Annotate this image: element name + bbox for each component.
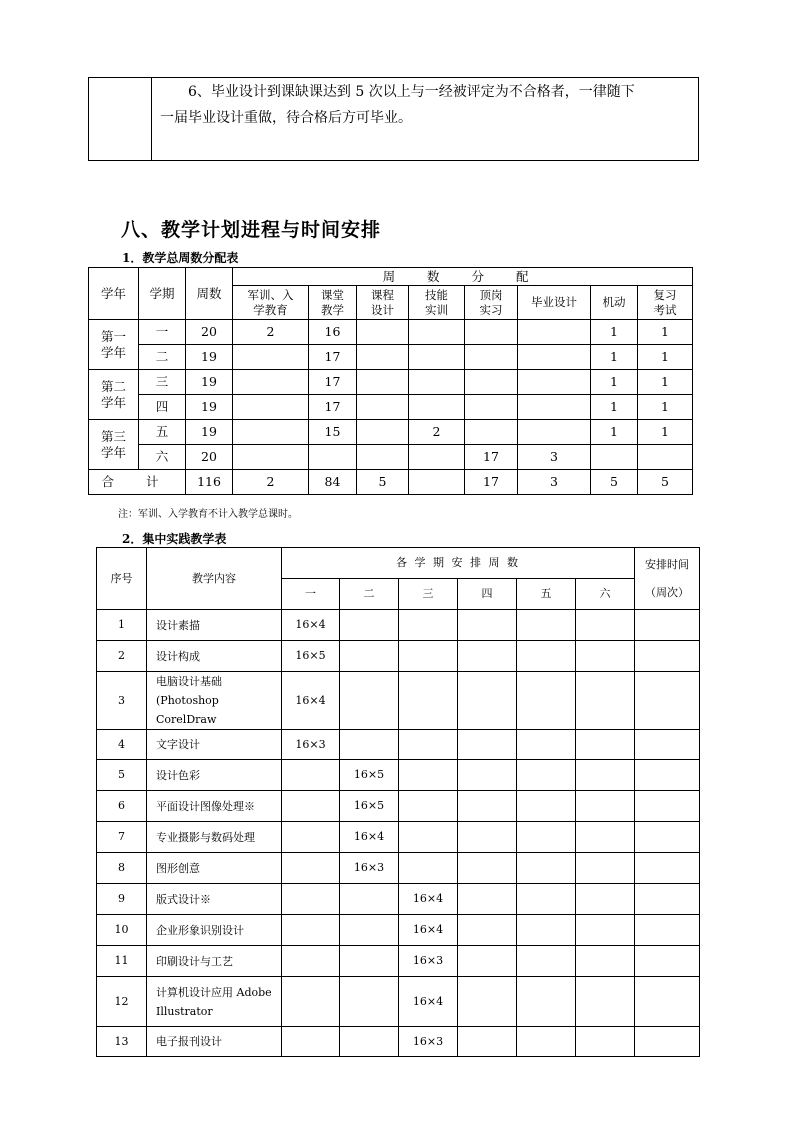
course-name [147,915,282,946]
course-name-line-1: 企业形象识别设计 [156,923,244,937]
military-cell [233,345,309,370]
term-5-weeks [517,1027,576,1057]
total-course: 5 [357,470,409,495]
term-3-weeks: 16×4 [399,915,458,946]
schedule-cell [635,822,700,853]
rule-line-2: 一届毕业设计重做，待合格后方可毕业。 [160,110,412,126]
military-cell [233,370,309,395]
row-number: 13 [97,1027,147,1057]
term-5-weeks [517,884,576,915]
review-cell: 1 [638,320,693,345]
schedule-cell [635,1027,700,1057]
internship-cell [465,370,518,395]
header-content: 教学内容 [147,548,282,610]
review-cell: 1 [638,345,693,370]
graduation-cell: 3 [518,445,591,470]
course-name [147,1027,282,1057]
practice-teaching-table [96,547,700,1057]
term-5-weeks [517,853,576,884]
term-5-weeks [517,977,576,1027]
header-internship: 顶岗 实习 [465,286,518,320]
military-cell [233,445,309,470]
table-row [97,641,700,672]
table-row [97,672,700,730]
term-3-weeks: 16×4 [399,884,458,915]
header-year: 学年 [89,268,139,320]
skill-cell [409,445,465,470]
header-term-1: 一 [282,579,340,610]
row-number: 9 [97,884,147,915]
course-name-line-1: 设计色彩 [156,768,200,782]
term-1-weeks [282,1027,340,1057]
year-cell: 第三 学年 [89,420,139,470]
header-military: 军训、入 学教育 [233,286,309,320]
year-cell: 第二 学年 [89,370,139,420]
term-4-weeks [458,760,517,791]
term-6-weeks [576,822,635,853]
header-term-4: 四 [458,579,517,610]
header-term-weeks: 各 学 期 安 排 周 数 [282,548,635,579]
row-number: 5 [97,760,147,791]
course-name-line-1: 设计素描 [156,618,200,632]
course-name-line-2: (Photoshop CorelDraw [156,694,219,726]
schedule-cell [635,915,700,946]
skill-cell: 2 [409,420,465,445]
total-graduation: 3 [518,470,591,495]
internship-cell [465,395,518,420]
header-term-5: 五 [517,579,576,610]
weeks-cell: 19 [186,395,233,420]
course-name [147,946,282,977]
course-cell [357,420,409,445]
table-row [97,760,700,791]
class-cell: 17 [309,395,357,420]
course-name [147,884,282,915]
schedule-cell [635,641,700,672]
course-name-line-1: 印刷设计与工艺 [156,954,233,968]
graduation-cell [518,420,591,445]
flex-cell: 1 [591,395,638,420]
header-review: 复习 考试 [638,286,693,320]
graduation-cell [518,395,591,420]
term-6-weeks [576,730,635,760]
term-2-weeks [340,1027,399,1057]
total-class: 84 [309,470,357,495]
schedule-cell [635,730,700,760]
schedule-cell [635,672,700,730]
term-2-weeks [340,884,399,915]
term-3-weeks [399,610,458,641]
term-6-weeks [576,1027,635,1057]
table-row [97,730,700,760]
review-cell: 1 [638,395,693,420]
row-number: 7 [97,822,147,853]
row-number: 10 [97,915,147,946]
term-5-weeks [517,946,576,977]
term-2-weeks: 16×3 [340,853,399,884]
total-military: 2 [233,470,309,495]
term-5-weeks [517,791,576,822]
term-6-weeks [576,977,635,1027]
term-1-weeks [282,977,340,1027]
table-row [97,822,700,853]
term-3-weeks: 16×3 [399,946,458,977]
graduation-cell [518,370,591,395]
term-4-weeks [458,853,517,884]
term-3-weeks [399,641,458,672]
military-cell [233,395,309,420]
table-row [97,610,700,641]
term-6-weeks [576,884,635,915]
term-2-weeks: 16×4 [340,822,399,853]
term-1-weeks [282,822,340,853]
term-2-weeks [340,672,399,730]
flex-cell [591,445,638,470]
term-4-weeks [458,641,517,672]
table-row [97,946,700,977]
course-cell [357,445,409,470]
term-2-weeks: 16×5 [340,760,399,791]
header-class: 课堂 教学 [309,286,357,320]
term-6-weeks [576,672,635,730]
header-no: 序号 [97,548,147,610]
term-3-weeks: 16×3 [399,1027,458,1057]
course-name [147,853,282,884]
table-row [97,1027,700,1057]
header-weeks: 周数 [186,268,233,320]
course-cell [357,345,409,370]
course-name [147,760,282,791]
total-internship: 17 [465,470,518,495]
row-number: 3 [97,672,147,730]
course-name-line-1: 版式设计※ [156,892,211,906]
term-cell: 一 [139,320,186,345]
class-cell: 15 [309,420,357,445]
graduation-cell [518,345,591,370]
header-course: 课程 设计 [357,286,409,320]
section-heading: 八、教学计划进程与时间安排 [121,219,382,241]
term-6-weeks [576,791,635,822]
row-number: 4 [97,730,147,760]
weeks-cell: 19 [186,345,233,370]
course-name-line-1: 平面设计图像处理※ [156,799,255,813]
course-name [147,730,282,760]
course-name-line-1: 计算机设计应用 Adobe [156,985,272,999]
term-6-weeks [576,641,635,672]
class-cell: 17 [309,345,357,370]
table-row [97,977,700,1027]
weeks-cell: 20 [186,445,233,470]
total-weeks: 116 [186,470,233,495]
military-cell: 2 [233,320,309,345]
internship-cell: 17 [465,445,518,470]
weeks-cell: 19 [186,420,233,445]
header-skill: 技能 实训 [409,286,465,320]
class-cell [309,445,357,470]
table-row [89,345,693,370]
class-cell: 17 [309,370,357,395]
course-cell [357,370,409,395]
year-cell: 第一 学年 [89,320,139,370]
term-1-weeks [282,853,340,884]
row-number: 12 [97,977,147,1027]
total-flex: 5 [591,470,638,495]
term-5-weeks [517,672,576,730]
table-row [97,884,700,915]
term-2-weeks [340,977,399,1027]
course-name-line-1: 设计构成 [156,649,200,663]
table-row [89,445,693,470]
schedule-cell [635,760,700,791]
practice-table-title: 2．集中实践教学表 [122,532,227,546]
term-4-weeks [458,946,517,977]
term-3-weeks [399,822,458,853]
header-distribution: 周 数 分 配 [233,268,693,286]
table-note: 注：军训、入学教育不计入教学总课时。 [118,509,298,520]
term-4-weeks [458,915,517,946]
term-cell: 三 [139,370,186,395]
term-1-weeks [282,760,340,791]
course-name-line-1: 文字设计 [156,738,200,751]
term-1-weeks [282,915,340,946]
flex-cell: 1 [591,320,638,345]
course-name [147,977,282,1027]
weeks-distribution-table [88,267,693,495]
term-6-weeks [576,915,635,946]
term-2-weeks [340,641,399,672]
term-1-weeks: 16×4 [282,672,340,730]
graduation-rule-text [152,78,699,161]
total-label: 合 计 [89,470,186,495]
term-2-weeks [340,946,399,977]
weeks-table-title: 1．教学总周数分配表 [122,251,239,265]
weeks-cell: 19 [186,370,233,395]
schedule-cell [635,884,700,915]
course-name [147,610,282,641]
skill-cell [409,395,465,420]
header-term: 学期 [139,268,186,320]
total-review: 5 [638,470,693,495]
course-name [147,641,282,672]
term-6-weeks [576,946,635,977]
table-row [89,420,693,445]
term-4-weeks [458,977,517,1027]
term-3-weeks [399,730,458,760]
term-6-weeks [576,760,635,791]
row-number: 6 [97,791,147,822]
class-cell: 16 [309,320,357,345]
empty-label-cell [89,78,152,161]
row-number: 8 [97,853,147,884]
rule-line-1: 6、毕业设计到课缺课达到 5 次以上与一经被评定为不合格者，一律随下 [188,84,635,100]
term-1-weeks [282,884,340,915]
skill-cell [409,370,465,395]
schedule-cell [635,977,700,1027]
header-term-3: 三 [399,579,458,610]
total-skill [409,470,465,495]
term-4-weeks [458,822,517,853]
course-name-line-2: Illustrator [156,1004,213,1018]
skill-cell [409,345,465,370]
term-2-weeks: 16×5 [340,791,399,822]
term-5-weeks [517,641,576,672]
course-name-line-1: 电子报刊设计 [156,1035,222,1048]
course-cell [357,320,409,345]
flex-cell: 1 [591,345,638,370]
term-1-weeks [282,791,340,822]
flex-cell: 1 [591,420,638,445]
term-3-weeks [399,672,458,730]
term-3-weeks [399,853,458,884]
term-3-weeks: 16×4 [399,977,458,1027]
course-name [147,791,282,822]
course-cell [357,395,409,420]
term-2-weeks [340,730,399,760]
header-term-6: 六 [576,579,635,610]
flex-cell: 1 [591,370,638,395]
graduation-cell [518,320,591,345]
table-row [97,915,700,946]
term-cell: 五 [139,420,186,445]
term-4-weeks [458,791,517,822]
course-name [147,822,282,853]
term-1-weeks: 16×4 [282,610,340,641]
term-cell: 四 [139,395,186,420]
review-cell: 1 [638,370,693,395]
schedule-cell [635,946,700,977]
term-6-weeks [576,610,635,641]
internship-cell [465,345,518,370]
table-row [97,853,700,884]
table-row [97,791,700,822]
internship-cell [465,320,518,345]
review-cell [638,445,693,470]
row-number: 11 [97,946,147,977]
term-4-weeks [458,1027,517,1057]
course-name [147,672,282,730]
term-5-weeks [517,822,576,853]
table-row [89,395,693,420]
term-2-weeks [340,610,399,641]
row-number: 1 [97,610,147,641]
term-3-weeks [399,791,458,822]
schedule-cell [635,610,700,641]
skill-cell [409,320,465,345]
weeks-cell: 20 [186,320,233,345]
term-cell: 六 [139,445,186,470]
table-row [89,320,693,345]
schedule-cell [635,791,700,822]
term-6-weeks [576,853,635,884]
header-schedule: 安排时间 （周次） [635,548,700,610]
term-5-weeks [517,610,576,641]
header-graduation: 毕业设计 [518,286,591,320]
term-cell: 二 [139,345,186,370]
term-2-weeks [340,915,399,946]
term-4-weeks [458,672,517,730]
rules-continuation-table [88,77,699,161]
row-number: 2 [97,641,147,672]
term-4-weeks [458,884,517,915]
total-row [89,470,693,495]
term-1-weeks: 16×3 [282,730,340,760]
term-1-weeks [282,946,340,977]
term-5-weeks [517,730,576,760]
course-name-line-1: 电脑设计基础 [156,675,222,688]
table-row [89,370,693,395]
term-4-weeks [458,610,517,641]
term-4-weeks [458,730,517,760]
course-name-line-1: 图形创意 [156,861,200,875]
term-1-weeks: 16×5 [282,641,340,672]
header-flex: 机动 [591,286,638,320]
course-name-line-1: 专业摄影与数码处理 [156,830,255,844]
term-5-weeks [517,915,576,946]
term-3-weeks [399,760,458,791]
header-term-2: 二 [340,579,399,610]
term-5-weeks [517,760,576,791]
schedule-cell [635,853,700,884]
review-cell: 1 [638,420,693,445]
internship-cell [465,420,518,445]
military-cell [233,420,309,445]
